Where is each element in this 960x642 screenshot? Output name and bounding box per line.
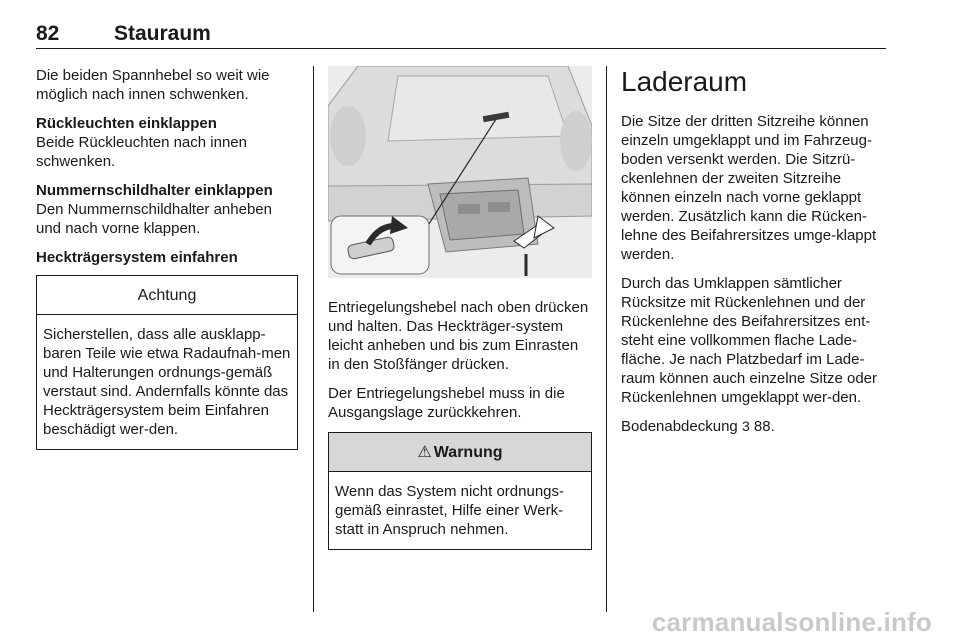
column-right — [621, 66, 889, 446]
carrier-heading: Heckträgersystem einfahren — [36, 249, 238, 266]
intro-paragraph: Die beiden Spannhebel so weit wie möglich nach innen schwenken. — [36, 67, 270, 103]
column-divider — [313, 66, 314, 612]
xref-page: 88. — [753, 418, 775, 435]
column-left — [36, 66, 298, 450]
warning-header — [329, 433, 591, 472]
plate-holder-block — [36, 181, 298, 238]
warning-text: Wenn das System nicht ordnungs-gemäß einrastet, Hilfe einer Werk-statt in Anspruch nehmen. — [335, 483, 565, 538]
rear-lights-block — [36, 114, 298, 171]
rear-lights-text: Beide Rückleuchten nach innen schwenken. — [36, 134, 247, 170]
release-paragraph: Der Entriegelungshebel muss in die Ausgangslage zurückkehren. — [328, 385, 565, 421]
seats-paragraph: Die Sitze der dritten Sitzreihe können einzeln umgeklappt und im Fahrzeug-boden versenkt werden. Die Sitzrü-ckenlehnen der zweiten Sitzreihe können einzeln nach vorne geklappt werden. Zusätzlich kann die Rücken-lehne des Beifahrersitzes umge-klappt werden. — [621, 113, 877, 263]
laderaum-heading: Laderaum — [621, 66, 748, 97]
warning-box — [328, 432, 592, 550]
section-title: Stauraum — [114, 22, 211, 45]
illustration-graphic — [328, 66, 592, 278]
column-divider — [606, 66, 607, 612]
page-number: 82 — [36, 22, 60, 45]
rear-lights-heading: Rückleuchten einklappen — [36, 115, 217, 132]
plate-holder-text: Den Nummernschildhalter anheben und nach vorne klappen. — [36, 201, 272, 237]
cross-reference[interactable] — [621, 417, 889, 436]
column-middle — [328, 66, 592, 550]
caution-text: Sicherstellen, dass alle ausklapp-baren Teile wie etwa Radaufnah-men und Halterungen ordnungs-gemäß verstaut sind. Andernfalls könnte das Heckträgersystem beim Einfahren beschädigt wer-den. — [43, 326, 291, 438]
plate-holder-heading: Nummernschildhalter einklappen — [36, 182, 273, 199]
rear-carrier-illustration — [328, 66, 592, 278]
warning-triangle-icon: ⚠ — [417, 444, 432, 461]
xref-label: Bodenabdeckung — [621, 418, 738, 435]
instruction-paragraph: Entriegelungshebel nach oben drücken und halten. Das Heckträger-system leicht anheben und bis zum Einrasten in den Stoßfänger drücken. — [328, 299, 589, 373]
xref-arrow-icon: 3 — [741, 418, 750, 434]
caution-title: Achtung — [37, 276, 297, 315]
flat-floor-paragraph: Durch das Umklappen sämtlicher Rücksitze mit Rückenlehnen und der Rückenlehne des Beifahrersitzes ent-steht eine vollkommen flache Lade-fläche. Je nach Platzbedarf im Lade-raum können auch einzelne Sitze oder Rückenlehnen umgeklappt wer-den. — [621, 275, 877, 406]
watermark: carmanualsonline.info — [651, 607, 932, 637]
warning-title: Warnung — [433, 444, 503, 461]
page-header — [36, 22, 886, 49]
caution-box — [36, 275, 298, 450]
